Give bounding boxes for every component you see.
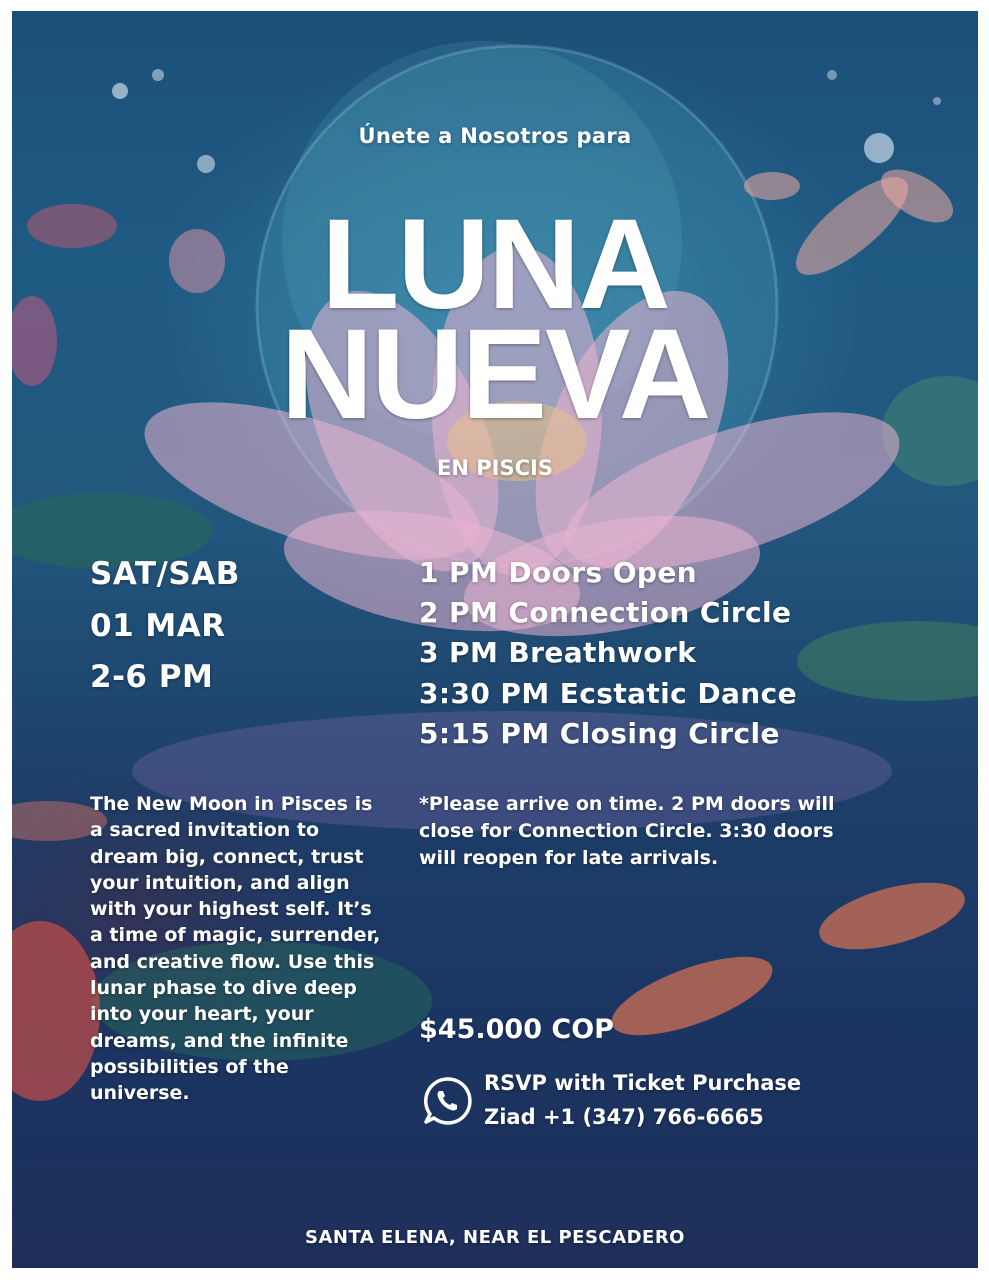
event-date: 01 MAR: [90, 608, 226, 644]
bubble: [827, 70, 837, 80]
title-line-1: LUNA: [321, 193, 669, 336]
schedule-item: 3:30 PM Ecstatic Dance: [419, 677, 797, 710]
event-poster: [12, 11, 978, 1268]
bubble: [197, 155, 215, 173]
schedule-item: 1 PM Doors Open: [419, 556, 698, 589]
event-day: SAT/SAB: [90, 556, 240, 592]
event-time: 2-6 PM: [90, 659, 214, 695]
event-location: SANTA ELENA, NEAR EL PESCADERO: [305, 1227, 685, 1248]
ticket-price: $45.000 COP: [419, 1014, 614, 1045]
contact-phone[interactable]: Ziad +1 (347) 766-6665: [484, 1105, 764, 1129]
arrival-note: *Please arrive on time. 2 PM doors will close for Connection Circle. 3:30 doors will reopen for late arrivals.: [419, 793, 835, 869]
rsvp-text: RSVP with Ticket Purchase: [484, 1071, 802, 1095]
event-description: The New Moon in Pisces is a sacred invitation to dream big, connect, trust your intuition, and align with your highest self. It’s a time of magic, surrender, and creative flow. Use this lunar phase to dive deep into your heart, your dreams, and the infinite possibilities of the universe.: [90, 793, 381, 1105]
subtitle: EN PISCIS: [437, 456, 553, 480]
whatsapp-icon[interactable]: [421, 1075, 473, 1127]
title-line-2: NUEVA: [280, 303, 710, 446]
schedule-item: 2 PM Connection Circle: [419, 596, 792, 629]
intro-text: Únete a Nosotros para: [358, 124, 632, 148]
lily-pad: [797, 621, 978, 701]
schedule-item: 3 PM Breathwork: [419, 636, 697, 669]
schedule-item: 5:15 PM Closing Circle: [419, 717, 780, 750]
bubble: [112, 83, 128, 99]
bubble: [933, 97, 941, 105]
bubble: [152, 69, 164, 81]
